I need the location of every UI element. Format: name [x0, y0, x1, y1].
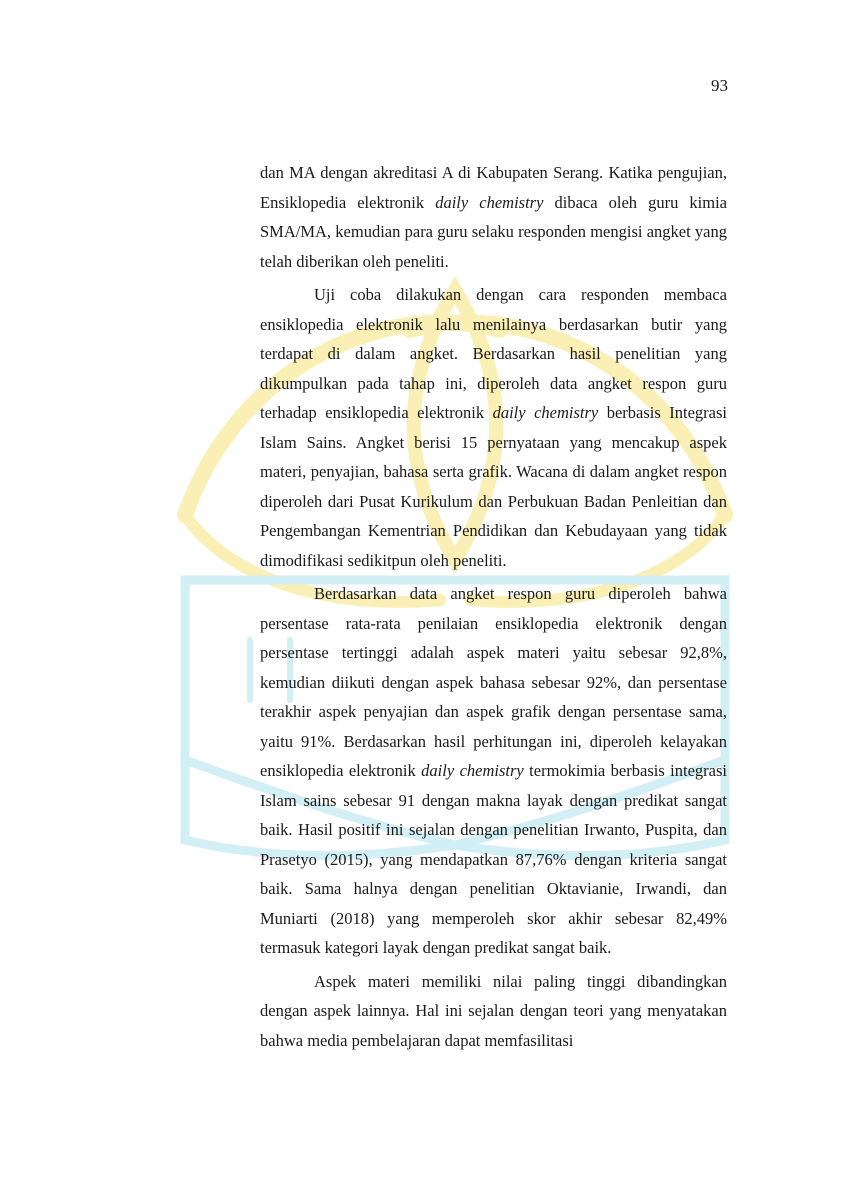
italic-term: daily chemistry [492, 403, 599, 422]
paragraph-1 [260, 158, 727, 276]
text-run: Uji coba dilakukan dengan cara responden membaca ensiklopedia elektronik lalu menilainya berdasarkan butir yang terdapat di dalam angket. Berdasarkan hasil penelitian yang dikumpulkan pada tahap ini, diperoleh data angket respon guru terhadap ensiklopedia elektronik [260, 285, 727, 422]
page-number: 93 [711, 76, 728, 95]
paragraph-4 [260, 967, 727, 1056]
body-text [260, 158, 727, 1059]
italic-term: daily chemistry [435, 192, 544, 212]
text-run: berbasis Integrasi Islam Sains. Angket berisi 15 pernyataan yang mencakup aspek materi, penyajian, bahasa serta grafik. Wacana di dalam angket respon diperoleh dari Pusat Kurikulum dan Perbukuan Badan Penleitian dan Pengembangan Kementrian Pendidikan dan Kebudayaan yang tidak dimodifikasi sedikitpun oleh peneliti. [260, 403, 728, 570]
paragraph-3 [260, 579, 727, 963]
text-run: Berdasarkan data angket respon guru diperoleh bahwa persentase rata-rata penilaian ensiklopedia elektronik dengan persentase tertinggi adalah aspek materi yaitu sebesar 92,8%, kemudian diikuti dengan aspek bahasa sebesar 92%, dan persentase terakhir aspek penyajian dan aspek grafik dengan persentase sama, yaitu 91%. Berdasarkan hasil perhitungan ini, diperoleh kelayakan ensiklopedia elektronik [260, 584, 727, 780]
paragraph-2 [260, 280, 727, 575]
text-run: Aspek materi memiliki nilai paling tinggi dibandingkan dengan aspek lainnya. Hal ini sejalan dengan teori yang menyatakan bahwa media pembelajaran dapat memfasilitasi [260, 971, 727, 1050]
text-run: termokimia berbasis integrasi Islam sains sebesar 91 dengan makna layak dengan predikat sangat baik. Hasil positif ini sejalan dengan penelitian Irwanto, Puspita, dan Prasetyo (2015), yang mendapatkan 87,76% dengan kriteria sangat baik. Sama halnya dengan penelitian Oktavianie, Irwandi, dan Muniarti (2018) yang memperoleh skor akhir sebesar 82,49% termasuk kategori layak dengan predikat sangat baik. [260, 761, 728, 957]
italic-term: daily chemistry [421, 761, 524, 780]
text-run: dibaca oleh guru kimia SMA/MA, kemudian para guru selaku responden mengisi angket yang telah diberikan oleh peneliti. [260, 192, 727, 271]
text-run: dan MA dengan akreditasi A di Kabupaten Serang. Katika pengujian, Ensiklopedia elektronik [260, 163, 727, 212]
